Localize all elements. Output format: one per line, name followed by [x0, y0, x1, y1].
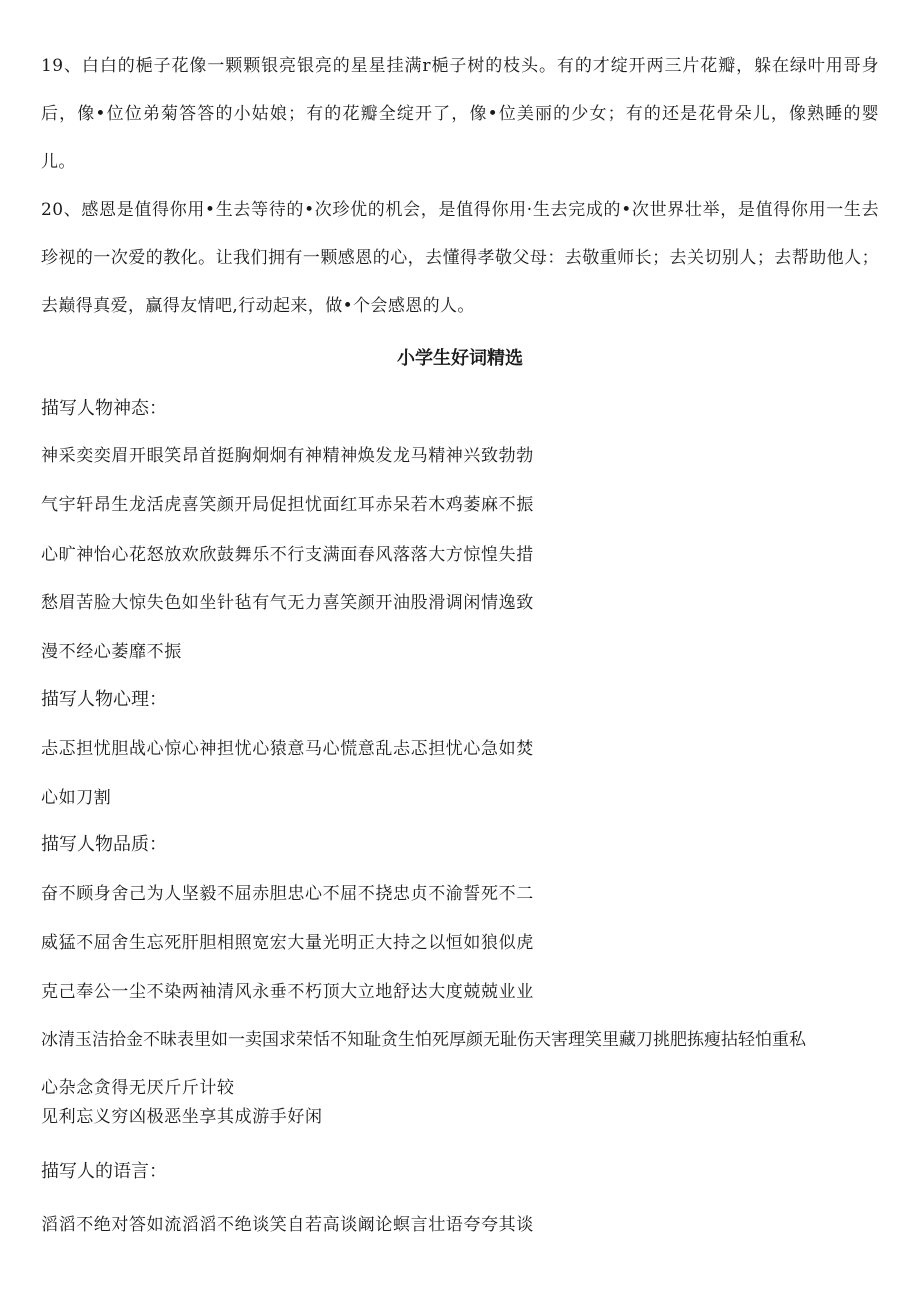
item-text: 感恩是值得你用•生去等待的•次珍优的机会，是值得你用·生去完成的•次世界壮举，是值得你用一生去珍视的一次爱的教化。让我们拥有一颗感恩的心，去懂得孝敬父母：去敬重师长；去关切别人；去帮助他人；去巅得真爱，赢得友情吧,行动起来，做•个会感恩的人。 [41, 200, 879, 316]
word-line: 奋不顾身舍己为人坚毅不屈赤胆忠心不屈不挠忠贞不渝誓死不二 [41, 884, 534, 904]
item-19 [41, 42, 879, 186]
section-heading: 描写人物品质： [41, 834, 167, 855]
word-line: 冰清玉洁拾金不昧表里如一卖国求荣恬不知耻贪生怕死厚颜无耻伤天害理笑里藏刀挑肥拣瘦拈轻怕重私 [41, 1030, 806, 1050]
word-line: 心旷神怡心花怒放欢欣鼓舞乐不行支满面春风落落大方惊惶失措 [41, 545, 534, 565]
word-line: 威猛不屈舍生忘死肝胆相照宽宏大量光明正大持之以恒如狼似虎 [41, 933, 534, 953]
section-heading: 描写人物神态： [41, 398, 167, 419]
word-line: 愁眉苦脸大惊失色如坐针毡有气无力喜笑颜开油股滑调闲情逸致 [41, 593, 534, 613]
word-line: 心杂念贪得无厌斤斤计较 [41, 1078, 235, 1098]
item-20 [41, 186, 879, 330]
item-number: 19、 [41, 56, 82, 76]
word-line: 气宇轩昂生龙活虎喜笑颜开局促担忧面红耳赤呆若木鸡萎麻不振 [41, 495, 534, 515]
section-heading: 描写人的语言： [41, 1161, 167, 1182]
word-line: 神采奕奕眉开眼笑昂首挺胸炯炯有神精神焕发龙马精神兴致勃勃 [41, 446, 534, 466]
word-line: 见利忘义穷凶极恶坐享其成游手好闲 [41, 1107, 323, 1127]
item-text: 白白的梔子花像一颗颗银亮银亮的星星挂满r梔子树的枝头。有的才绽开两三片花瓣，躲在绿叶用哥身后，像•位位弟菊答答的小姑娘；有的花瓣全绽开了，像•位美丽的少女；有的还是花骨朵儿，像熟睡的婴儿。 [41, 56, 880, 172]
word-line: 漫不经心萎靡不振 [41, 642, 182, 662]
word-line: 滔滔不绝对答如流滔滔不绝谈笑自若高谈阚论螟言壮语夸夸其谈 [41, 1215, 534, 1235]
word-line: 心如刀割 [41, 788, 112, 808]
section-heading: 描写人物心理： [41, 689, 167, 710]
word-line: 克己奉公一尘不染两袖清风永垂不朽顶大立地舒达大度兢兢业业 [41, 982, 534, 1002]
page-title: 小学生好词精选 [397, 348, 523, 369]
word-line: 忐忑担忧胆战心惊心神担忧心猿意马心慌意乱忐忑担忧心急如焚 [41, 739, 534, 759]
item-number: 20、 [41, 200, 82, 220]
